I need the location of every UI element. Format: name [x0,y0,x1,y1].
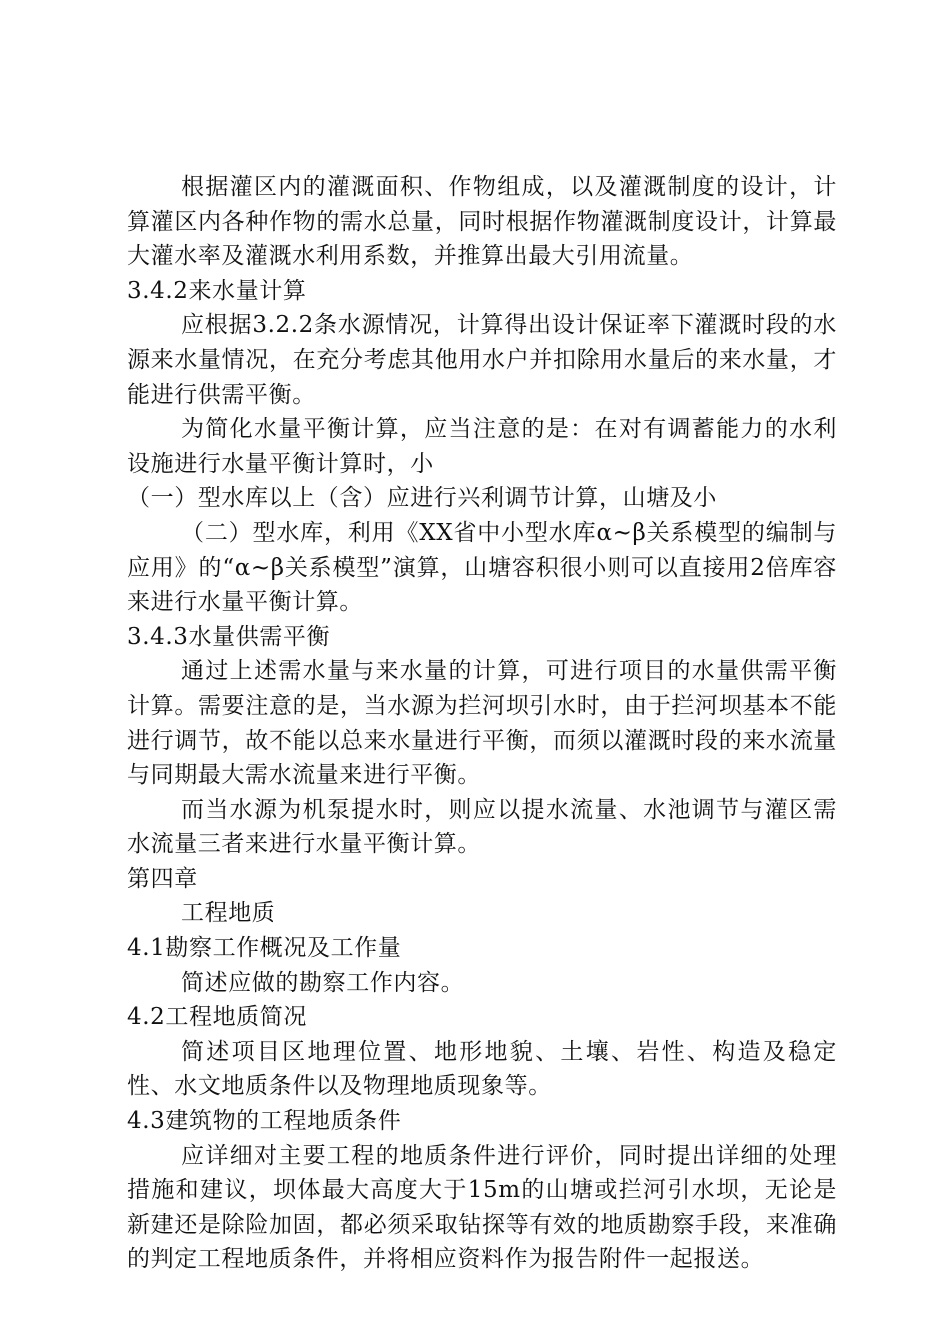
paragraph-reservoir-type-1: （一）型水库以上（含）应进行兴利调节计算，山塘及小 [127,485,717,512]
section-heading-4-3: 4.3建筑物的工程地质条件 [127,1108,402,1135]
section-heading-3-4-3: 3.4.3水量供需平衡 [127,623,331,650]
chapter-title: 工程地质 [181,900,276,927]
paragraph-water-supply: 应根据3.2.2条水源情况，计算得出设计保证率下灌溉时段的水源来水量情况，在充分考虑其他用水户并扣除用水量后的来水量，才能进行供需平衡。 [127,312,837,408]
paragraph-pump-balance: 而当水源为机泵提水时，则应以提水流量、水池调节与灌区需水流量三者来进行水量平衡计算。 [127,796,837,858]
section-heading-4-2: 4.2工程地质简况 [127,1004,307,1031]
section-heading-4-1: 4.1勘察工作概况及工作量 [127,935,402,962]
paragraph-simplify-balance: 为简化水量平衡计算，应当注意的是：在对有调蓄能力的水利设施进行水量平衡计算时，小 [127,416,837,477]
paragraph-geology-overview: 简述项目区地理位置、地形地貌、土壤、岩性、构造及稳定性、水文地质条件以及物理地质现象等。 [127,1038,837,1100]
paragraph-survey-content: 简述应做的勘察工作内容。 [181,969,465,996]
document-body [127,170,837,1277]
section-heading-3-4-2: 3.4.2来水量计算 [127,277,307,304]
paragraph-reservoir-type-2: （二）型水库，利用《XX省中小型水库α~β关系模型的编制与应用》的“α~β关系模型”演算，山塘容积很小则可以直接用2倍库容来进行水量平衡计算。 [127,519,837,616]
paragraph-supply-demand-balance: 通过上述需水量与来水量的计算，可进行项目的水量供需平衡计算。需要注意的是，当水源为拦河坝引水时，由于拦河坝基本不能进行调节，故不能以总来水量进行平衡，而须以灌溉时段的来水流量与同期最大需水流量来进行平衡。 [127,658,837,789]
paragraph-building-geology: 应详细对主要工程的地质条件进行评价，同时提出详细的处理措施和建议，坝体最大高度大于15m的山塘或拦河引水坝，无论是新建还是除险加固，都必须采取钻探等有效的地质勘察手段，来准确的判定工程地质条件，并将相应资料作为报告附件一起报送。 [127,1142,837,1273]
paragraph-water-demand: 根据灌区内的灌溉面积、作物组成，以及灌溉制度的设计，计算灌区内各种作物的需水总量，同时根据作物灌溉制度设计，计算最大灌水率及灌溉水利用系数，并推算出最大引用流量。 [127,174,837,270]
chapter-heading: 第四章 [127,865,198,892]
